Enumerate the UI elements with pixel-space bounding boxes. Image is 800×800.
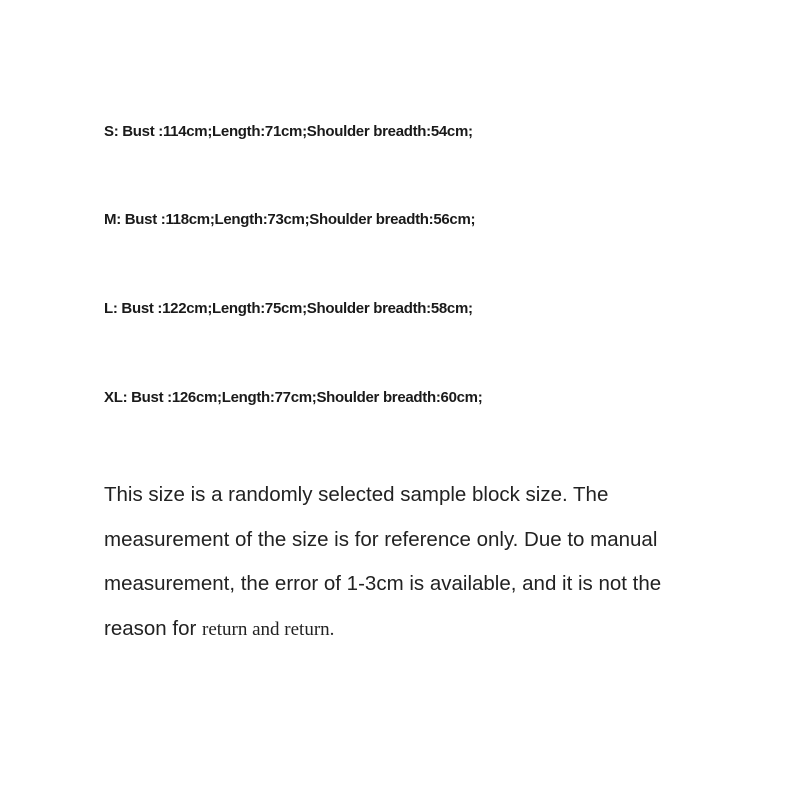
size-s-line: S: Bust :114cm;Length:71cm;Shoulder breadth:54cm; — [104, 123, 473, 140]
measurement-note-tail: return and return. — [202, 618, 335, 640]
size-xl-line: XL: Bust :126cm;Length:77cm;Shoulder breadth:60cm; — [104, 389, 483, 406]
size-l-line: L: Bust :122cm;Length:75cm;Shoulder breadth:58cm; — [104, 300, 473, 317]
measurement-note-main: This size is a randomly selected sample block size. The measurement of the size is for reference only. Due to manual measurement, the error of 1-3cm is available, and it is not the reason for — [104, 483, 662, 640]
size-m-line: M: Bust :118cm;Length:73cm;Shoulder breadth:56cm; — [104, 211, 476, 228]
measurement-note — [104, 473, 704, 652]
